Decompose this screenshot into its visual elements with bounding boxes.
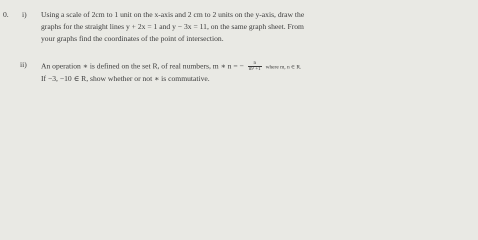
fraction-denominator: m² +1 <box>248 67 261 72</box>
part-ii-line-1-tail: where m, n ∈ R. <box>265 64 302 71</box>
document-page <box>0 0 478 108</box>
part-ii-label: ii) <box>20 60 27 69</box>
question-number: 0. <box>3 10 9 19</box>
part-i-label: i) <box>22 10 27 19</box>
part-i-line-2: graphs for the straight lines y + 2x = 1 and y − 3x = 11, on the same graph sheet. From <box>41 22 304 31</box>
part-i-line-3: your graphs find the coordinates of the point of intersection. <box>41 34 224 43</box>
part-ii-line-1-text: An operation ∗ is defined on the set R, of real numbers, m ∗ n = − <box>41 61 244 71</box>
fraction-numerator: n <box>248 61 262 67</box>
part-ii-line-1 <box>41 61 301 72</box>
part-ii-line-2: If −3, −10 ∈ R, show whether or not ∗ is commutative. <box>41 74 210 83</box>
operation-fraction <box>248 61 262 72</box>
part-i-line-1: Using a scale of 2cm to 1 unit on the x-axis and 2 cm to 2 units on the y-axis, draw the <box>41 10 305 19</box>
